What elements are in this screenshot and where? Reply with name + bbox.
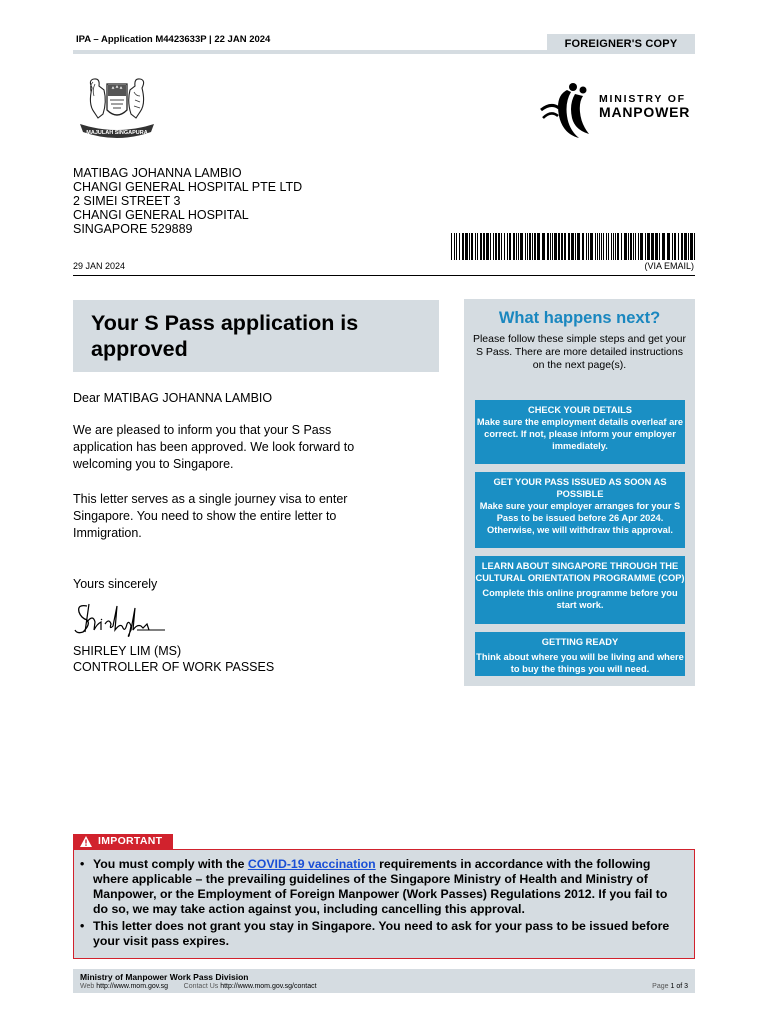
covid-vaccination-link[interactable]: COVID-19 vaccination bbox=[247, 857, 376, 871]
barcode-bar bbox=[547, 233, 549, 260]
letter-paragraph-2: This letter serves as a single journey visa to enter Singapore. You need to show the entire letter to Immigration. bbox=[73, 492, 348, 540]
barcode-bar bbox=[504, 233, 505, 260]
barcode-bar bbox=[599, 233, 600, 260]
page-footer bbox=[73, 969, 695, 993]
web-url[interactable]: http://www.mom.gov.sg bbox=[96, 983, 169, 990]
date-row bbox=[73, 260, 695, 276]
barcode-bar bbox=[534, 233, 536, 260]
barcode-bar bbox=[564, 233, 566, 260]
barcode-bar bbox=[667, 233, 670, 260]
barcode-bar bbox=[532, 233, 533, 260]
barcode-bar bbox=[586, 233, 587, 260]
barcode-bar bbox=[606, 233, 607, 260]
step-heading: LEARN ABOUT SINGAPORE THROUGH THE CULTURAL ORIENTATION PROGRAMME (COP) bbox=[475, 561, 685, 583]
barcode-bar bbox=[527, 233, 528, 260]
page-label: Page bbox=[652, 983, 669, 990]
salutation: Dear MATIBAG JOHANNA LAMBIO bbox=[73, 391, 273, 405]
page-title: Your S Pass application is approved bbox=[91, 311, 359, 361]
barcode-bar bbox=[633, 233, 634, 260]
barcode-bar bbox=[617, 233, 619, 260]
barcode-bar bbox=[454, 233, 455, 260]
address-line: SINGAPORE 529889 bbox=[73, 222, 193, 236]
barcode-bar bbox=[681, 233, 683, 260]
barcode-bar bbox=[516, 233, 517, 260]
barcode-bar bbox=[647, 233, 650, 260]
logo-line-2: MANPOWER bbox=[599, 104, 691, 121]
barcode-bar bbox=[662, 233, 665, 260]
barcode-bar bbox=[529, 233, 531, 260]
barcode-bar bbox=[577, 233, 580, 260]
barcode-bar bbox=[624, 233, 627, 260]
barcode-bar bbox=[608, 233, 609, 260]
barcode-bar bbox=[550, 233, 551, 260]
barcode-bar bbox=[558, 233, 560, 260]
barcode-bar bbox=[688, 233, 689, 260]
barcode bbox=[451, 233, 695, 260]
barcode-bar bbox=[613, 233, 614, 260]
barcode-bar bbox=[561, 233, 563, 260]
barcode-bar bbox=[611, 233, 612, 260]
barcode-bar bbox=[552, 233, 553, 260]
barcode-bar bbox=[568, 233, 570, 260]
barcode-bar bbox=[459, 233, 460, 260]
barcode-bar bbox=[694, 233, 695, 260]
barcode-bar bbox=[513, 233, 515, 260]
ministry-of-manpower-logo bbox=[539, 78, 695, 144]
address-line: CHANGI GENERAL HOSPITAL bbox=[73, 208, 249, 222]
barcode-bar bbox=[520, 233, 523, 260]
barcode-bar bbox=[601, 233, 602, 260]
step-body: Think about where you will be living and where to buy the things you will need. bbox=[476, 652, 684, 674]
barcode-bar bbox=[588, 233, 589, 260]
step-heading: GET YOUR PASS ISSUED AS SOON AS POSSIBLE bbox=[493, 477, 667, 499]
barcode-bar bbox=[537, 233, 540, 260]
letter-paragraph-1: We are pleased to inform you that your S Pass application has been approved. We look forward to welcoming you to Singapore. bbox=[73, 423, 355, 471]
barcode-bar bbox=[640, 233, 643, 260]
barcode-bar bbox=[469, 233, 470, 260]
barcode-bar bbox=[628, 233, 629, 260]
barcode-bar bbox=[638, 233, 639, 260]
step-body: Complete this online programme before you start work. bbox=[482, 588, 678, 610]
barcode-bar bbox=[571, 233, 574, 260]
headline-panel bbox=[73, 300, 439, 372]
step-heading: GETTING READY bbox=[541, 637, 619, 647]
barcode-bar bbox=[590, 233, 593, 260]
crest-motto: MAJULAH SINGAPURA bbox=[86, 130, 148, 136]
barcode-bar bbox=[630, 233, 632, 260]
barcode-bar bbox=[674, 233, 676, 260]
signer-block bbox=[73, 643, 274, 675]
barcode-bar bbox=[451, 233, 452, 260]
logo-line-1: MINISTRY OF bbox=[599, 93, 686, 105]
barcode-bar bbox=[684, 233, 687, 260]
barcode-bar bbox=[678, 233, 679, 260]
warning-icon bbox=[80, 836, 92, 847]
barcode-bar bbox=[595, 233, 596, 260]
handwritten-signature bbox=[73, 600, 168, 638]
barcode-bar bbox=[462, 233, 464, 260]
barcode-bar bbox=[525, 233, 526, 260]
footer-org: Ministry of Manpower Work Pass Division bbox=[80, 972, 249, 982]
step-get-pass-issued bbox=[475, 472, 685, 548]
barcode-bar bbox=[509, 233, 511, 260]
bullet: • bbox=[80, 919, 85, 933]
delivery-method: (VIA EMAIL) bbox=[644, 261, 694, 271]
barcode-bar bbox=[501, 233, 502, 260]
important-notice bbox=[73, 849, 695, 959]
step-cultural-orientation bbox=[475, 556, 685, 624]
copy-label: FOREIGNER'S COPY bbox=[547, 34, 695, 54]
barcode-bar bbox=[645, 233, 646, 260]
barcode-bar bbox=[554, 233, 557, 260]
letter-date: 29 JAN 2024 bbox=[73, 261, 126, 271]
singapore-crest-logo bbox=[74, 74, 160, 142]
barcode-bar bbox=[635, 233, 636, 260]
footer-links bbox=[80, 983, 317, 990]
address-line: 2 SIMEI STREET 3 bbox=[73, 194, 181, 208]
bullet: • bbox=[80, 857, 85, 871]
barcode-bar bbox=[575, 233, 576, 260]
closing: Yours sincerely bbox=[73, 577, 158, 591]
barcode-bar bbox=[542, 233, 545, 260]
mom-emblem-icon bbox=[539, 78, 597, 144]
barcode-bar bbox=[507, 233, 508, 260]
barcode-bar bbox=[480, 233, 482, 260]
page-value: 1 of 3 bbox=[670, 983, 688, 990]
barcode-bar bbox=[597, 233, 598, 260]
step-body: Make sure the employment details overleaf are correct. If not, please inform your employer immediately. bbox=[476, 417, 684, 451]
next-steps-intro: Please follow these simple steps and get your S Pass. There are more detailed instructions on the next page(s). bbox=[472, 333, 687, 371]
signer-name: SHIRLEY LIM (MS) bbox=[73, 644, 182, 658]
next-steps-panel bbox=[464, 299, 695, 686]
barcode-bar bbox=[475, 233, 476, 260]
barcode-bar bbox=[655, 233, 658, 260]
important-bullet-1 bbox=[93, 857, 685, 917]
barcode-bar bbox=[483, 233, 485, 260]
barcode-bar bbox=[651, 233, 654, 260]
barcode-bar bbox=[621, 233, 622, 260]
important-label: IMPORTANT bbox=[98, 835, 163, 847]
barcode-bar bbox=[672, 233, 673, 260]
step-body: Make sure your employer arranges for your S Pass to be issued before 26 Apr 2024. Otherwise, we will withdraw this approval. bbox=[479, 501, 681, 535]
step-check-details bbox=[475, 400, 685, 464]
barcode-bar bbox=[615, 233, 616, 260]
important-bullet-2: This letter does not grant you stay in Singapore. You need to ask for your pass to be issued before your visit pass expires. bbox=[93, 919, 670, 948]
barcode-bar bbox=[486, 233, 489, 260]
application-reference: IPA – Application M4423633P | 22 JAN 2024 bbox=[76, 34, 271, 45]
barcode-bar bbox=[690, 233, 693, 260]
barcode-bar bbox=[498, 233, 500, 260]
address-line: MATIBAG JOHANNA LAMBIO bbox=[73, 166, 242, 180]
barcode-bar bbox=[456, 233, 457, 260]
contact-label: Contact Us bbox=[183, 983, 219, 990]
barcode-bar bbox=[477, 233, 478, 260]
important-tag bbox=[73, 834, 173, 849]
web-label: Web bbox=[80, 983, 95, 990]
barcode-bar bbox=[518, 233, 519, 260]
signer-title: CONTROLLER OF WORK PASSES bbox=[73, 660, 275, 674]
barcode-bar bbox=[603, 233, 604, 260]
bullet-text: requirements in accordance with the following where applicable – the prevailing guidelines of the Singapore Ministry of Health and Ministry of Manpower, or the Employment of Foreign Manpower (Work Passes) Regulations 2012. If you fail to do so, we may take action against you, including cancelling this approval. bbox=[93, 857, 668, 916]
document-header bbox=[73, 32, 695, 54]
step-getting-ready bbox=[475, 632, 685, 676]
recipient-address bbox=[73, 166, 302, 236]
barcode-bar bbox=[659, 233, 660, 260]
address-line: CHANGI GENERAL HOSPITAL PTE LTD bbox=[73, 180, 303, 194]
barcode-bar bbox=[471, 233, 473, 260]
bullet-text: You must comply with the bbox=[93, 857, 245, 871]
contact-url[interactable]: http://www.mom.gov.sg/contact bbox=[220, 983, 317, 990]
next-steps-title: What happens next? bbox=[498, 309, 661, 327]
barcode-bar bbox=[493, 233, 494, 260]
barcode-bar bbox=[490, 233, 491, 260]
barcode-bar bbox=[495, 233, 497, 260]
page-number bbox=[652, 983, 688, 990]
step-heading: CHECK YOUR DETAILS bbox=[528, 405, 632, 415]
barcode-bar bbox=[582, 233, 584, 260]
barcode-bar bbox=[465, 233, 468, 260]
